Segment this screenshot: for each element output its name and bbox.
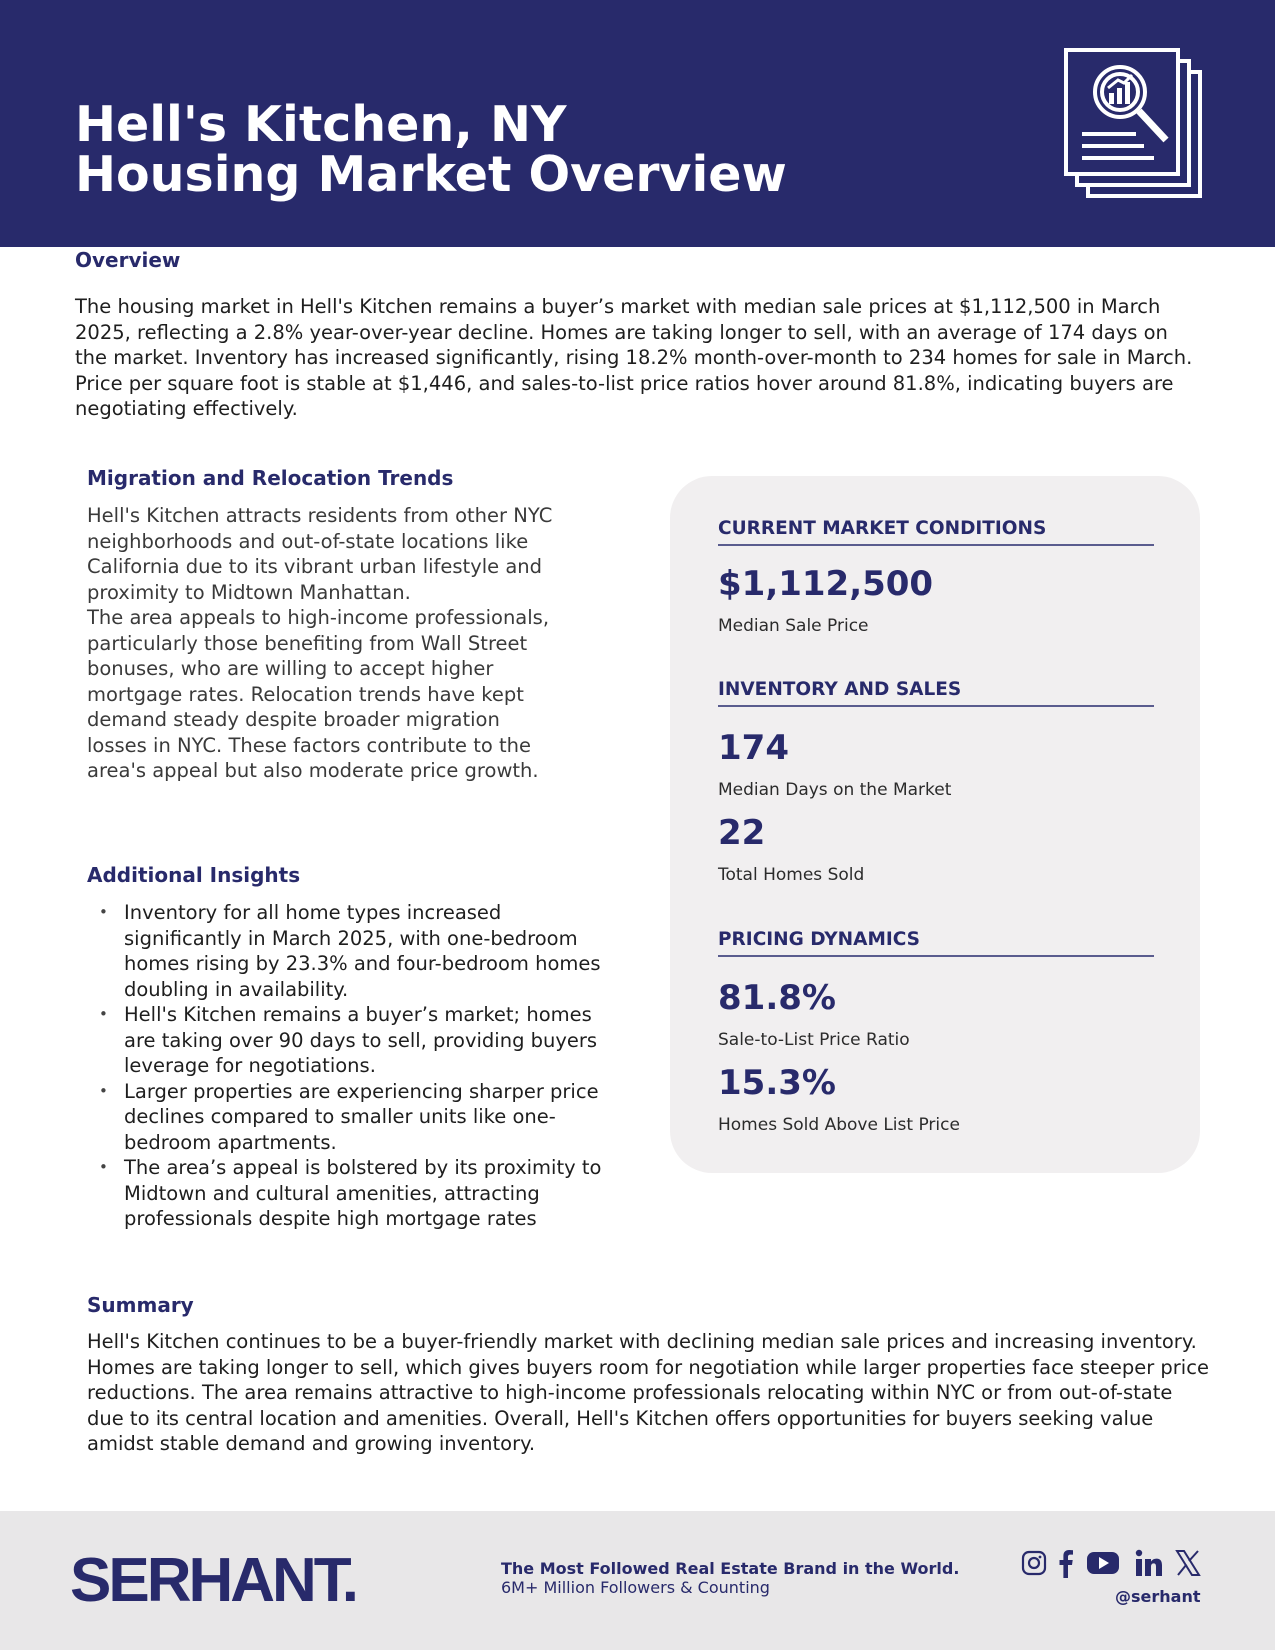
summary-text: Hell's Kitchen continues to be a buyer-friendly market with declining median sale prices and increasing inventory. Homes are taking longer to sell, which gives buyers room for negotiation while larger properties face steeper price reductions. The area remains attractive to high-income professionals relocating within NYC or from out-of-state due to its central location and amenities. Overall, Hell's Kitchen offers opportunities for buyers seeking value amidst stable demand and growing inventory. [87, 1330, 1209, 1455]
insights-list [87, 900, 607, 1232]
insights-heading: Additional Insights [87, 863, 301, 887]
overview-heading: Overview [75, 248, 181, 272]
migration-text [87, 503, 557, 784]
median-days-value: 174 [718, 728, 789, 768]
footer-tagline: The Most Followed Real Estate Brand in the World. [501, 1559, 960, 1578]
sale-to-list-label: Sale-to-List Price Ratio [718, 1030, 910, 1050]
youtube-icon[interactable] [1086, 1549, 1120, 1577]
footer-followers: 6M+ Million Followers & Counting [501, 1578, 770, 1597]
instagram-icon[interactable] [1021, 1549, 1047, 1577]
x-icon[interactable] [1175, 1549, 1201, 1577]
page-title [75, 96, 787, 203]
migration-paragraph-1: Hell's Kitchen attracts residents from other NYC neighborhoods and out-of-state locations like California due to its vibrant urban lifestyle and proximity to Midtown Manhattan. [87, 504, 553, 604]
current-market-heading: CURRENT MARKET CONDITIONS [718, 518, 1154, 546]
title-line-1: Hell's Kitchen, NY [75, 96, 567, 153]
above-list-label: Homes Sold Above List Price [718, 1115, 960, 1135]
summary-heading: Summary [87, 1293, 194, 1317]
pricing-dynamics-heading: PRICING DYNAMICS [718, 929, 1154, 957]
sale-to-list-value: 81.8% [718, 978, 836, 1018]
homes-sold-label: Total Homes Sold [718, 865, 865, 885]
median-sale-price-label: Median Sale Price [718, 616, 869, 636]
insight-item: • The area’s appeal is bolstered by its proximity to Midtown and cultural amenities, attracting professionals despite high mortgage rates [87, 1155, 607, 1232]
overview-text: The housing market in Hell's Kitchen remains a buyer’s market with median sale prices at $1,112,500 in March 2025, reflecting a 2.8% year-over-year decline. Homes are taking longer to sell, with an average of 174 days on the market. Inventory has increased significantly, rising 18.2% month-over-month to 234 homes for sale in March. Price per square foot is stable at $1,446, and sales-to-list price ratios hover around 81.8%, indicating buyers are negotiating effectively. [75, 295, 1193, 420]
median-sale-price-value: $1,112,500 [718, 564, 934, 604]
inventory-sales-heading: INVENTORY AND SALES [718, 679, 1154, 707]
social-links [1021, 1549, 1203, 1581]
insight-item: • Larger properties are experiencing sharper price declines compared to smaller units like one-bedroom apartments. [87, 1079, 607, 1156]
insight-item: • Hell's Kitchen remains a buyer’s market; homes are taking over 90 days to sell, providing buyers leverage for negotiations. [87, 1002, 607, 1079]
insight-item: • Inventory for all home types increased significantly in March 2025, with one-bedroom homes rising by 23.3% and four-bedroom homes doubling in availability. [87, 900, 607, 1002]
linkedin-icon[interactable] [1135, 1549, 1163, 1577]
migration-paragraph-2: The area appeals to high-income professionals, particularly those benefiting from Wall Street bonuses, who are willing to accept higher mortgage rates. Relocation trends have kept demand steady despite broader migration losses in NYC. These factors contribute to the area's appeal but also moderate price growth. [87, 606, 550, 782]
homes-sold-value: 22 [718, 813, 766, 853]
median-days-label: Median Days on the Market [718, 780, 952, 800]
facebook-icon[interactable] [1057, 1549, 1075, 1579]
serhant-logo: SERHANT. [70, 1546, 357, 1615]
title-line-2: Housing Market Overview [75, 146, 787, 203]
above-list-value: 15.3% [718, 1063, 836, 1103]
market-stats-card [670, 476, 1200, 1173]
social-handle[interactable]: @serhant [1115, 1587, 1201, 1606]
report-magnifier-chart-icon [1064, 48, 1204, 200]
migration-heading: Migration and Relocation Trends [87, 466, 454, 490]
